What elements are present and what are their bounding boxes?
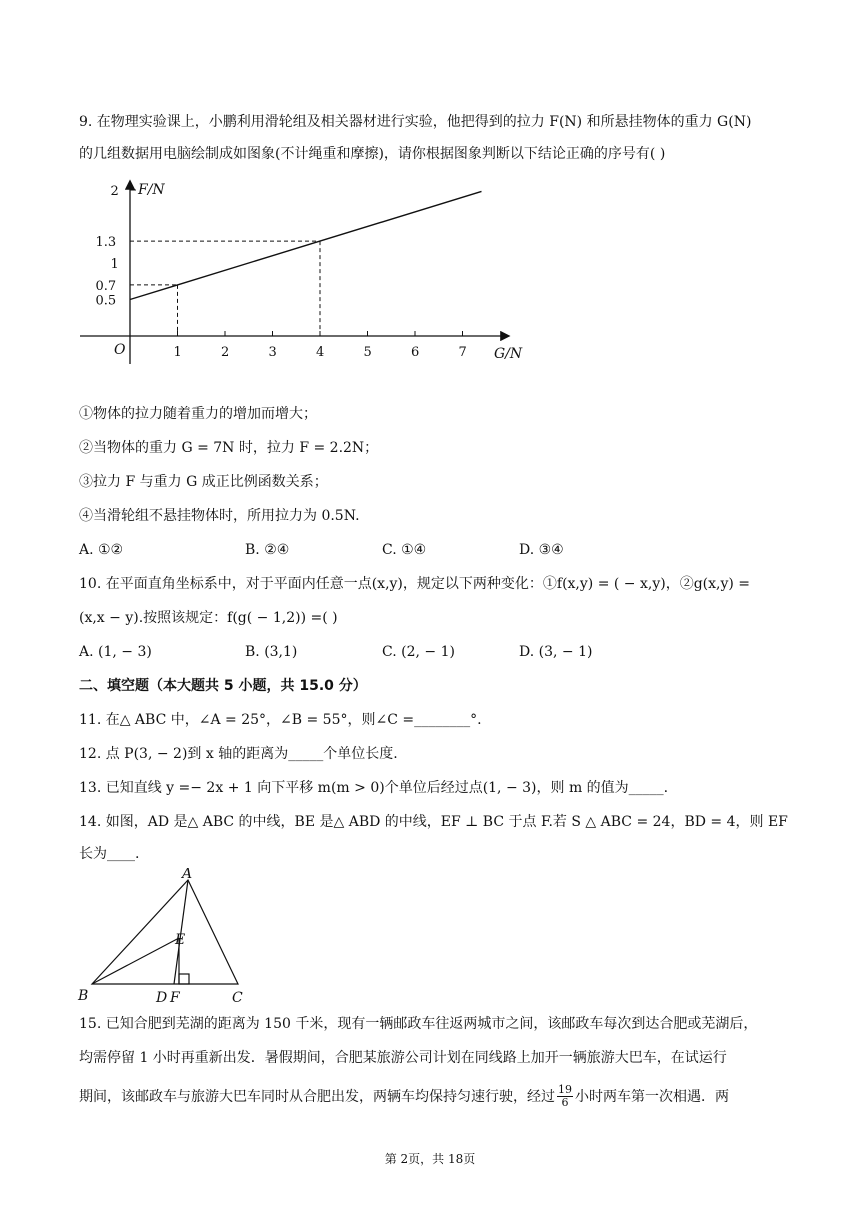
q10-option-a[interactable]: A. (1, − 3) [79, 644, 152, 660]
q10-stem-line2: (x,x − y).按照该规定：f(g( − 1,2)) =( ) [79, 610, 338, 626]
series-line [130, 191, 482, 299]
q9-option-b[interactable]: B. ②④ [245, 542, 290, 558]
label-d: D [156, 990, 168, 1006]
q9-option-d[interactable]: D. ③④ [519, 542, 564, 558]
x-tick-label: 1 [173, 345, 182, 360]
origin-label: O [114, 342, 126, 358]
y-tick-label: 0.7 [95, 278, 117, 294]
x-tick-label: 2 [221, 345, 230, 360]
q9-statement-2: ②当物体的重力 G = 7N 时，拉力 F = 2.2N； [79, 440, 379, 456]
x-tick-label: 3 [268, 345, 277, 360]
q12-text: 12. 点 P(3, − 2)到 x 轴的距离为_____个单位长度. [79, 746, 398, 762]
q10-option-d[interactable]: D. (3, − 1) [519, 644, 593, 660]
median-be [92, 938, 179, 984]
q15-stem-line2: 均需停留 1 小时再重新出发．暑假期间，合肥某旅游公司计划在同线路上加开一辆旅游大巴车，在试运行 [79, 1050, 727, 1066]
y-tick-label: 0.5 [95, 293, 117, 309]
triangle-abc [92, 880, 238, 984]
q14-stem-line2: 长为____. [79, 846, 140, 862]
right-angle-mark [179, 974, 189, 984]
q10-stem-line1: 10. 在平面直角坐标系中，对于平面内任意一点(x,y)，规定以下两种变化：①f(x,y) = ( − x,y)，②g(x,y) = [79, 576, 751, 592]
q15-stem-line1: 15. 已知合肥到芜湖的距离为 150 千米，现有一辆邮政车往返两城市之间，该邮政车每次到达合肥或芜湖后， [79, 1016, 758, 1032]
label-c: C [232, 990, 243, 1006]
label-a: A [182, 868, 193, 882]
q11-text: 11. 在△ ABC 中，∠A = 25°，∠B = 55°，则∠C =________°. [79, 712, 482, 728]
q9-option-c[interactable]: C. ①④ [382, 542, 427, 558]
q9-statement-3: ③拉力 F 与重力 G 成正比例函数关系； [79, 474, 328, 490]
y-tick-label: 1.3 [95, 235, 117, 251]
q9-stem-line2: 的几组数据用电脑绘制成如图象(不计绳重和摩擦)，请你根据图象判断以下结论正确的序号有( ) [79, 146, 666, 162]
label-b: B [78, 988, 89, 1004]
fraction-denominator: 6 [561, 1096, 569, 1109]
q15-stem-line3 [79, 1084, 729, 1109]
x-tick-label: 7 [458, 345, 467, 360]
x-tick-label: 5 [363, 345, 372, 360]
y-axis-label: F/N [138, 182, 165, 198]
q10-option-b[interactable]: B. (3,1) [245, 644, 298, 660]
fraction [557, 1084, 573, 1109]
q15-line3-before: 期间，该邮政车与旅游大巴车同时从合肥出发，两辆车均保持匀速行驶，经过 [79, 1088, 555, 1105]
x-tick-label: 4 [316, 345, 325, 360]
q10-option-c[interactable]: C. (2, − 1) [382, 644, 455, 660]
fraction-numerator: 19 [558, 1083, 572, 1096]
y-tick-label: 2 [110, 184, 119, 199]
q9-statement-1: ①物体的拉力随着重力的增加而增大； [79, 406, 317, 422]
q13-text: 13. 已知直线 y =− 2x + 1 向下平移 m(m > 0)个单位后经过点(1, − 3)，则 m 的值为_____. [79, 780, 669, 796]
page-footer: 第 2页，共 18页 [384, 1152, 476, 1166]
y-tick-label: 1 [110, 257, 119, 272]
q15-line3-after: 小时两车第一次相遇．两 [575, 1088, 729, 1105]
q9-stem-line1: 9. 在物理实验课上，小鹏利用滑轮组及相关器材进行实验，他把得到的拉力 F(N) 和所悬挂物体的重力 G(N) [79, 114, 752, 130]
section-title-fill-in: 二、填空题（本大题共 5 小题，共 15.0 分） [79, 678, 367, 694]
label-e: E [175, 932, 186, 948]
x-tick-label: 6 [411, 345, 420, 360]
triangle-figure [74, 868, 254, 1008]
x-axis-label: G/N [494, 346, 523, 362]
label-f: F [170, 990, 180, 1006]
q14-stem-line1: 14. 如图，AD 是△ ABC 的中线，BE 是△ ABD 的中线，EF ⊥ BC 于点 F.若 S △ ABC = 24，BD = 4，则 EF [79, 814, 788, 830]
q9-statement-4: ④当滑轮组不悬挂物体时，所用拉力为 0.5N. [79, 508, 360, 524]
q9-option-a[interactable]: A. ①② [79, 542, 124, 558]
force-gravity-chart [76, 176, 536, 376]
